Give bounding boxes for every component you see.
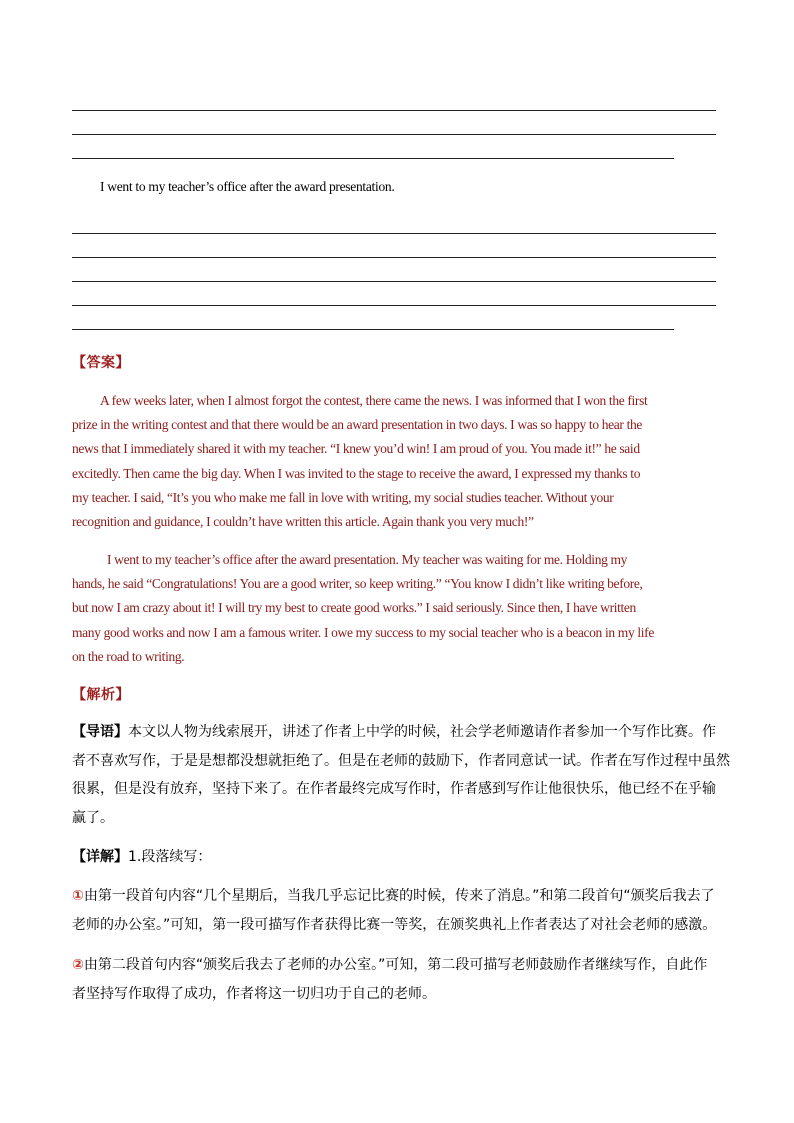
- writing-line: [72, 158, 674, 159]
- answer-line: I went to my teacher’s office after the award presentation. My teacher was waiting for me. Holding my: [107, 552, 628, 567]
- guide-line: 赢了。: [72, 809, 114, 826]
- answer-line: news that I immediately shared it with my teacher. “I knew you’d win! I am proud of you. You made it!” he said: [72, 441, 640, 457]
- answer-line: A few weeks later, when I almost forgot the contest, there came the news. I was informed that I won the first: [100, 393, 648, 408]
- detail-line: 由第二段首句内容“颁奖后我去了老师的办公室。”可知，第二段可描写老师鼓励作者继续写作，自此作: [83, 957, 708, 973]
- guide-line: 很累，但是没有放弃，坚持下来了。在作者最终完成写作时，作者感到写作让他很快乐，他已经不在乎输: [72, 781, 716, 797]
- answer-line: excitedly. Then came the big day. When I was invited to the stage to receive the award, I expressed my thanks to: [72, 465, 641, 481]
- answer-line: my teacher. I said, “It’s you who make me fall in love with writing, my social studies teacher. Without your: [72, 489, 614, 505]
- answer-line: prize in the writing contest and that there would be an award presentation in two days. I was so happy to hear the: [72, 417, 643, 433]
- writing-line: [72, 110, 716, 111]
- writing-line: [72, 305, 716, 306]
- detail-tag: 【详解】: [72, 849, 128, 865]
- writing-line: [72, 281, 716, 282]
- writing-line: [72, 257, 716, 258]
- guide-paragraph: [72, 718, 730, 832]
- writing-line: [72, 134, 716, 135]
- detail-line: 者坚持写作取得了成功，作者将这一切归功于自己的老师。: [72, 985, 436, 1002]
- detail-item-2: [72, 951, 722, 1008]
- detail-line: 由第一段首句内容“几个星期后，当我几乎忘记比赛的时候，传来了消息。”和第二段首句“颁奖后我去了: [83, 888, 715, 904]
- detail-line: 老师的办公室。”可知，第一段可描写作者获得比赛一等奖，在颁奖典礼上作者表达了对社会老师的感激。: [72, 916, 717, 933]
- answer-paragraph-2: [72, 548, 722, 669]
- circled-number-1: ①: [72, 888, 84, 904]
- answer-line: but now I am crazy about it! I will try my best to create good works.” I said seriously. Since then, I have written: [72, 600, 636, 616]
- circled-number-2: ②: [72, 957, 84, 973]
- writing-line: [72, 329, 674, 330]
- answer-line: on the road to writing.: [72, 648, 185, 664]
- detail-title: 1.段落续写：: [128, 849, 212, 865]
- answer-line: recognition and guidance, I couldn’t have written this article. Again thank you very much!”: [72, 514, 534, 530]
- paragraph-prompt: I went to my teacher’s office after the award presentation.: [100, 179, 395, 194]
- answer-heading: 【答案】: [72, 356, 130, 371]
- guide-line: 者不喜欢写作，于是是想都没想就拒绝了。但是在老师的鼓励下，作者同意试一试。作者在写作过程中虽然: [72, 752, 730, 769]
- writing-line: [72, 233, 716, 234]
- answer-paragraph-1: [72, 389, 722, 534]
- detail-title-row: [72, 843, 722, 872]
- guide-tag: 【导语】: [72, 724, 128, 740]
- analysis-heading: 【解析】: [72, 688, 130, 703]
- answer-line: hands, he said “Congratulations! You are a good writer, so keep writing.” “You know I didn’t like writing before,: [72, 576, 643, 592]
- guide-line: 本文以人物为线索展开，讲述了作者上中学的时候，社会学老师邀请作者参加一个写作比赛。作: [128, 724, 716, 740]
- detail-item-1: [72, 882, 722, 939]
- answer-line: many good works and now I am a famous writer. I owe my success to my social teacher who is a beacon in my life: [72, 624, 654, 640]
